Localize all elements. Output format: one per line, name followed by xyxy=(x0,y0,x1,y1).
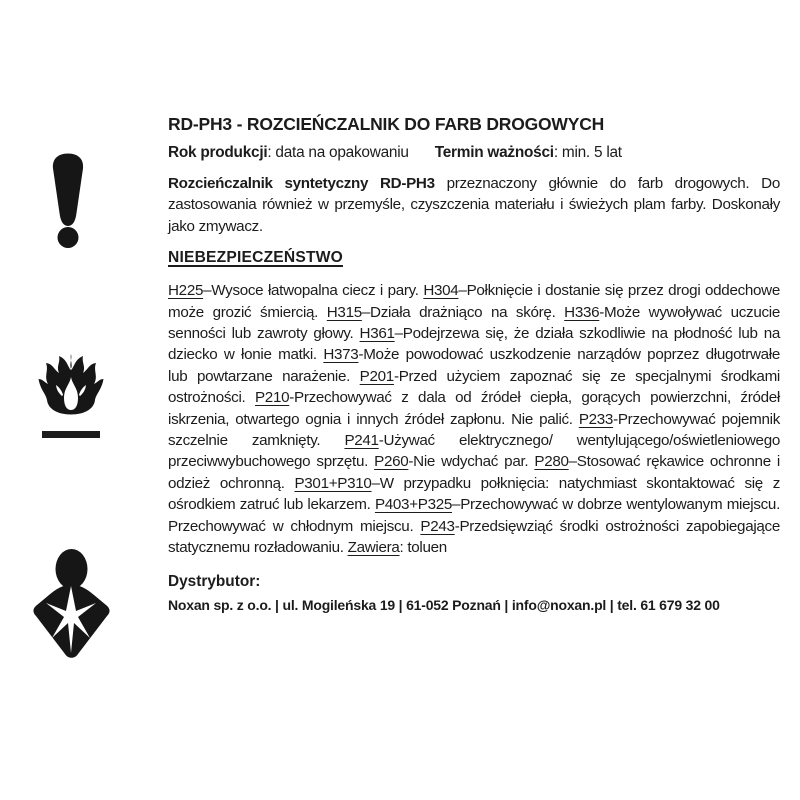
health-hazard-icon xyxy=(30,548,113,663)
signal-word-danger: NIEBEZPIECZEŃSTWO xyxy=(168,249,343,267)
label-text-column xyxy=(168,113,780,616)
production-date-line: Rok produkcji: data na opakowaniu Termin ważności: min. 5 lat xyxy=(168,144,622,161)
product-title: RD-PH3 - ROZCIEŃCZALNIK DO FARB DROGOWYCH xyxy=(168,114,605,134)
exclamation-mark-icon xyxy=(50,152,86,248)
product-description: Rozcieńczalnik syntetyczny RD-PH3 przeznaczony głównie do farb drogowych. Do zastosowania również w przemyśle, czyszczenia materiału i świeżych plam farby. Doskonały jako zmywacz. xyxy=(168,175,780,235)
flame-icon xyxy=(38,352,104,440)
distributor-info: Noxan sp. z o.o. | ul. Mogileńska 19 | 61-052 Poznań | info@noxan.pl | tel. 61 679 32 00 xyxy=(168,596,720,613)
distributor-heading: Dystrybutor: xyxy=(168,572,261,590)
hazard-precaution-statements: H225–Wysoce łatwopalna ciecz i pary. H304–Połknięcie i dostanie się przez drogi oddechowe może grozić śmiercią. H315–Działa drażniąco na skórę. H336-Może wywoływać uczucie senności lub zawroty głowy. H361–Podejrzewa się, że działa szkodliwie na płodność lub na dziecko w łonie matki. H373-Może powodować uszkodzenie narządów poprzez długotrwałe lub powtarzane narażenie. P201-Przed użyciem zapoznać się ze specjalnymi środkami ostrożności. P210-Przechowywać z dala od źródeł ciepła, gorących powierzchni, źródeł iskrzenia, otwartego ognia i innych źródeł zapłonu. Nie palić. P233-Przechowywać pojemnik szczelnie zamknięty. P241-Używać elektrycznego/ wentylującego/oświetleniowego przeciwwybuchowego sprzętu. P260-Nie wdychać par. P280–Stosować rękawice ochronne i odzież ochronną. P301+P310–W przypadku połknięcia: natychmiast skontaktować się z ośrodkiem zatruć lub lekarzem. P403+P325–Przechowywać w dobrze wentylowanym miejscu. Przechowywać w chłodnym miejscu. P243-Przedsięwziąć środki ostrożności zapobiegające statycznemu rozładowaniu. Zawiera: toluen xyxy=(168,282,781,557)
